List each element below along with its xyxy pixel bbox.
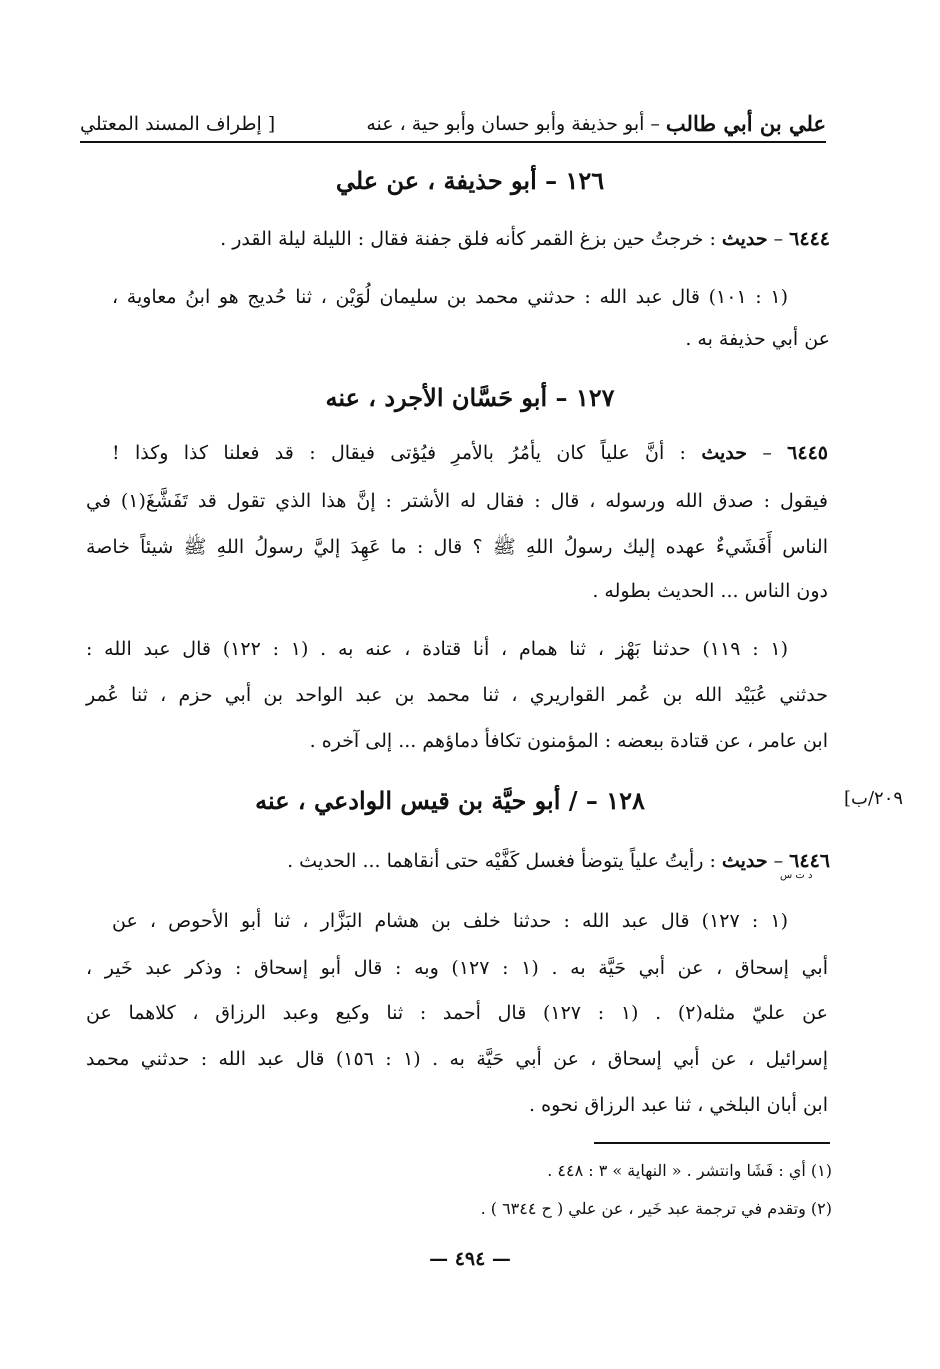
- hadith-number: ٦٤٤٤: [789, 228, 830, 250]
- hadith-6445-line-4: دون الناس ... الحديث بطوله .: [592, 580, 828, 602]
- running-header: [80, 96, 826, 136]
- isnad-6445-line-1: (١ : ١١٩) حدثنا بَهْز ، ثنا همام ، أنا قتادة ، عنه به . (١ : ١٢٢) قال عبد الله :: [86, 638, 789, 660]
- section-heading-128: ١٢٨ – / أبو حيَّة بن قيس الوادعي ، عنه: [255, 786, 645, 815]
- hadith-text: رأيتُ علياً يتوضأ فغسل كَفَّيْه حتى أنقاهما ... الحديث .: [287, 850, 704, 872]
- isnad-6446-line-1: (١ : ١٢٧) قال عبد الله : حدثنا خلف بن هشام البَزَّار ، ثنا أبو الأحوص ، عن: [112, 910, 788, 932]
- footnote-1: (١) أي : فَشَا وانتشر . « النهاية » ٣ : ٤٤٨ .: [547, 1161, 832, 1180]
- isnad-6444-line-1: (١ : ١٠١) قال عبد الله : حدثني محمد بن سليمان لُوَيْن ، ثنا حُديج هو ابنُ معاوية ،: [112, 286, 788, 308]
- isnad-6446-line-4: إسرائيل ، عن أبي إسحاق ، عن أبي حَيَّة به . (١ : ١٥٦) قال عبد الله : حدثني محمد: [86, 1048, 828, 1070]
- footnote-rule: [594, 1142, 830, 1144]
- hadith-keyword: حديث: [721, 228, 768, 250]
- header-left-title: [ إطراف المسند المعتلي: [80, 113, 276, 135]
- margin-folio-note: [٢٠٩/ب: [844, 788, 904, 809]
- hadith-number: ٦٤٤٦: [789, 850, 830, 872]
- section-heading-126: ١٢٦ – أبو حذيفة ، عن علي: [335, 166, 605, 195]
- isnad-6445-line-2: حدثني عُبَيْد الله بن عُمر القواريري ، ثنا محمد بن عبد الواحد بن أبي حزم ، ثنا عُمر: [86, 684, 828, 706]
- header-separator: –: [650, 113, 660, 135]
- isnad-6446-line-2: أبي إسحاق ، عن أبي حَيَّة به . (١ : ١٢٧) وبه : قال أبو إسحاق : وذكر عبد خَير ،: [86, 957, 828, 979]
- hadith-6445-line-3: الناس أَفَشَيءٌ عهده إليك رسولُ اللهِ ﷺ ؟ قال : ما عَهِدَ إليَّ رسولُ اللهِ ﷺ شيئاً خاصة: [86, 536, 828, 558]
- isnad-6445-line-3: ابن عامر ، عن قتادة ببعضه : المؤمنون تكافأ دماؤهم ... إلى آخره .: [309, 730, 828, 752]
- header-rule: [80, 141, 826, 143]
- hadith-text: خرجتُ حين بزغ القمر كأنه فلق جفنة فقال : الليلة ليلة القدر .: [220, 228, 704, 250]
- hadith-6446-line-1: ٦٤٤٦ – حديث : رأيتُ علياً يتوضأ فغسل كَفَّيْه حتى أنقاهما ... الحديث .: [287, 850, 830, 872]
- isnad-6446-line-3: عن عليّ مثله(٢) . (١ : ١٢٧) قال أحمد : ثنا وكيع وعبد الرزاق ، كلاهما عن: [86, 1002, 828, 1024]
- hadith-6446-sources-note: د ت س: [780, 870, 813, 881]
- hadith-6445-line-1: ٦٤٤٥ – حديث : أنَّ علياً كان يأمُرُ بالأمرِ فيُؤتى فيقال : قد فعلنا كذا وكذا !: [112, 442, 828, 464]
- header-center-text: أبو حذيفة وأبو حسان وأبو حية ، عنه: [366, 113, 645, 135]
- isnad-6444-line-2: عن أبي حذيفة به .: [685, 328, 830, 350]
- header-right-title: علي بن أبي طالب: [665, 111, 826, 136]
- footnote-2: (٢) وتقدم في ترجمة عبد خَير ، عن علي ( ح ٦٣٤٤ ) .: [480, 1199, 832, 1218]
- isnad-6446-line-5: ابن أبان البلخي ، ثنا عبد الرزاق نحوه .: [529, 1094, 828, 1116]
- hadith-6444-line-1: ٦٤٤٤ – حديث : خرجتُ حين بزغ القمر كأنه فلق جفنة فقال : الليلة ليلة القدر .: [220, 228, 830, 250]
- hadith-number: ٦٤٤٥: [787, 442, 828, 464]
- hadith-keyword: حديث: [701, 442, 747, 464]
- page-number: — ٤٩٤ —: [429, 1248, 511, 1270]
- header-right-group: [366, 112, 826, 136]
- section-heading-127: ١٢٧ – أبو حَسَّان الأجرد ، عنه: [325, 383, 615, 412]
- hadith-text: أنَّ علياً كان يأمُرُ بالأمرِ فيُؤتى فيقال : قد فعلنا كذا وكذا !: [112, 442, 665, 464]
- hadith-keyword: حديث: [721, 850, 768, 872]
- hadith-6445-line-2: فيقول : صدق الله ورسوله ، قال : فقال له الأشتر : إنَّ هذا الذي تقول قد تَفَشَّغَ(١) في: [86, 490, 828, 512]
